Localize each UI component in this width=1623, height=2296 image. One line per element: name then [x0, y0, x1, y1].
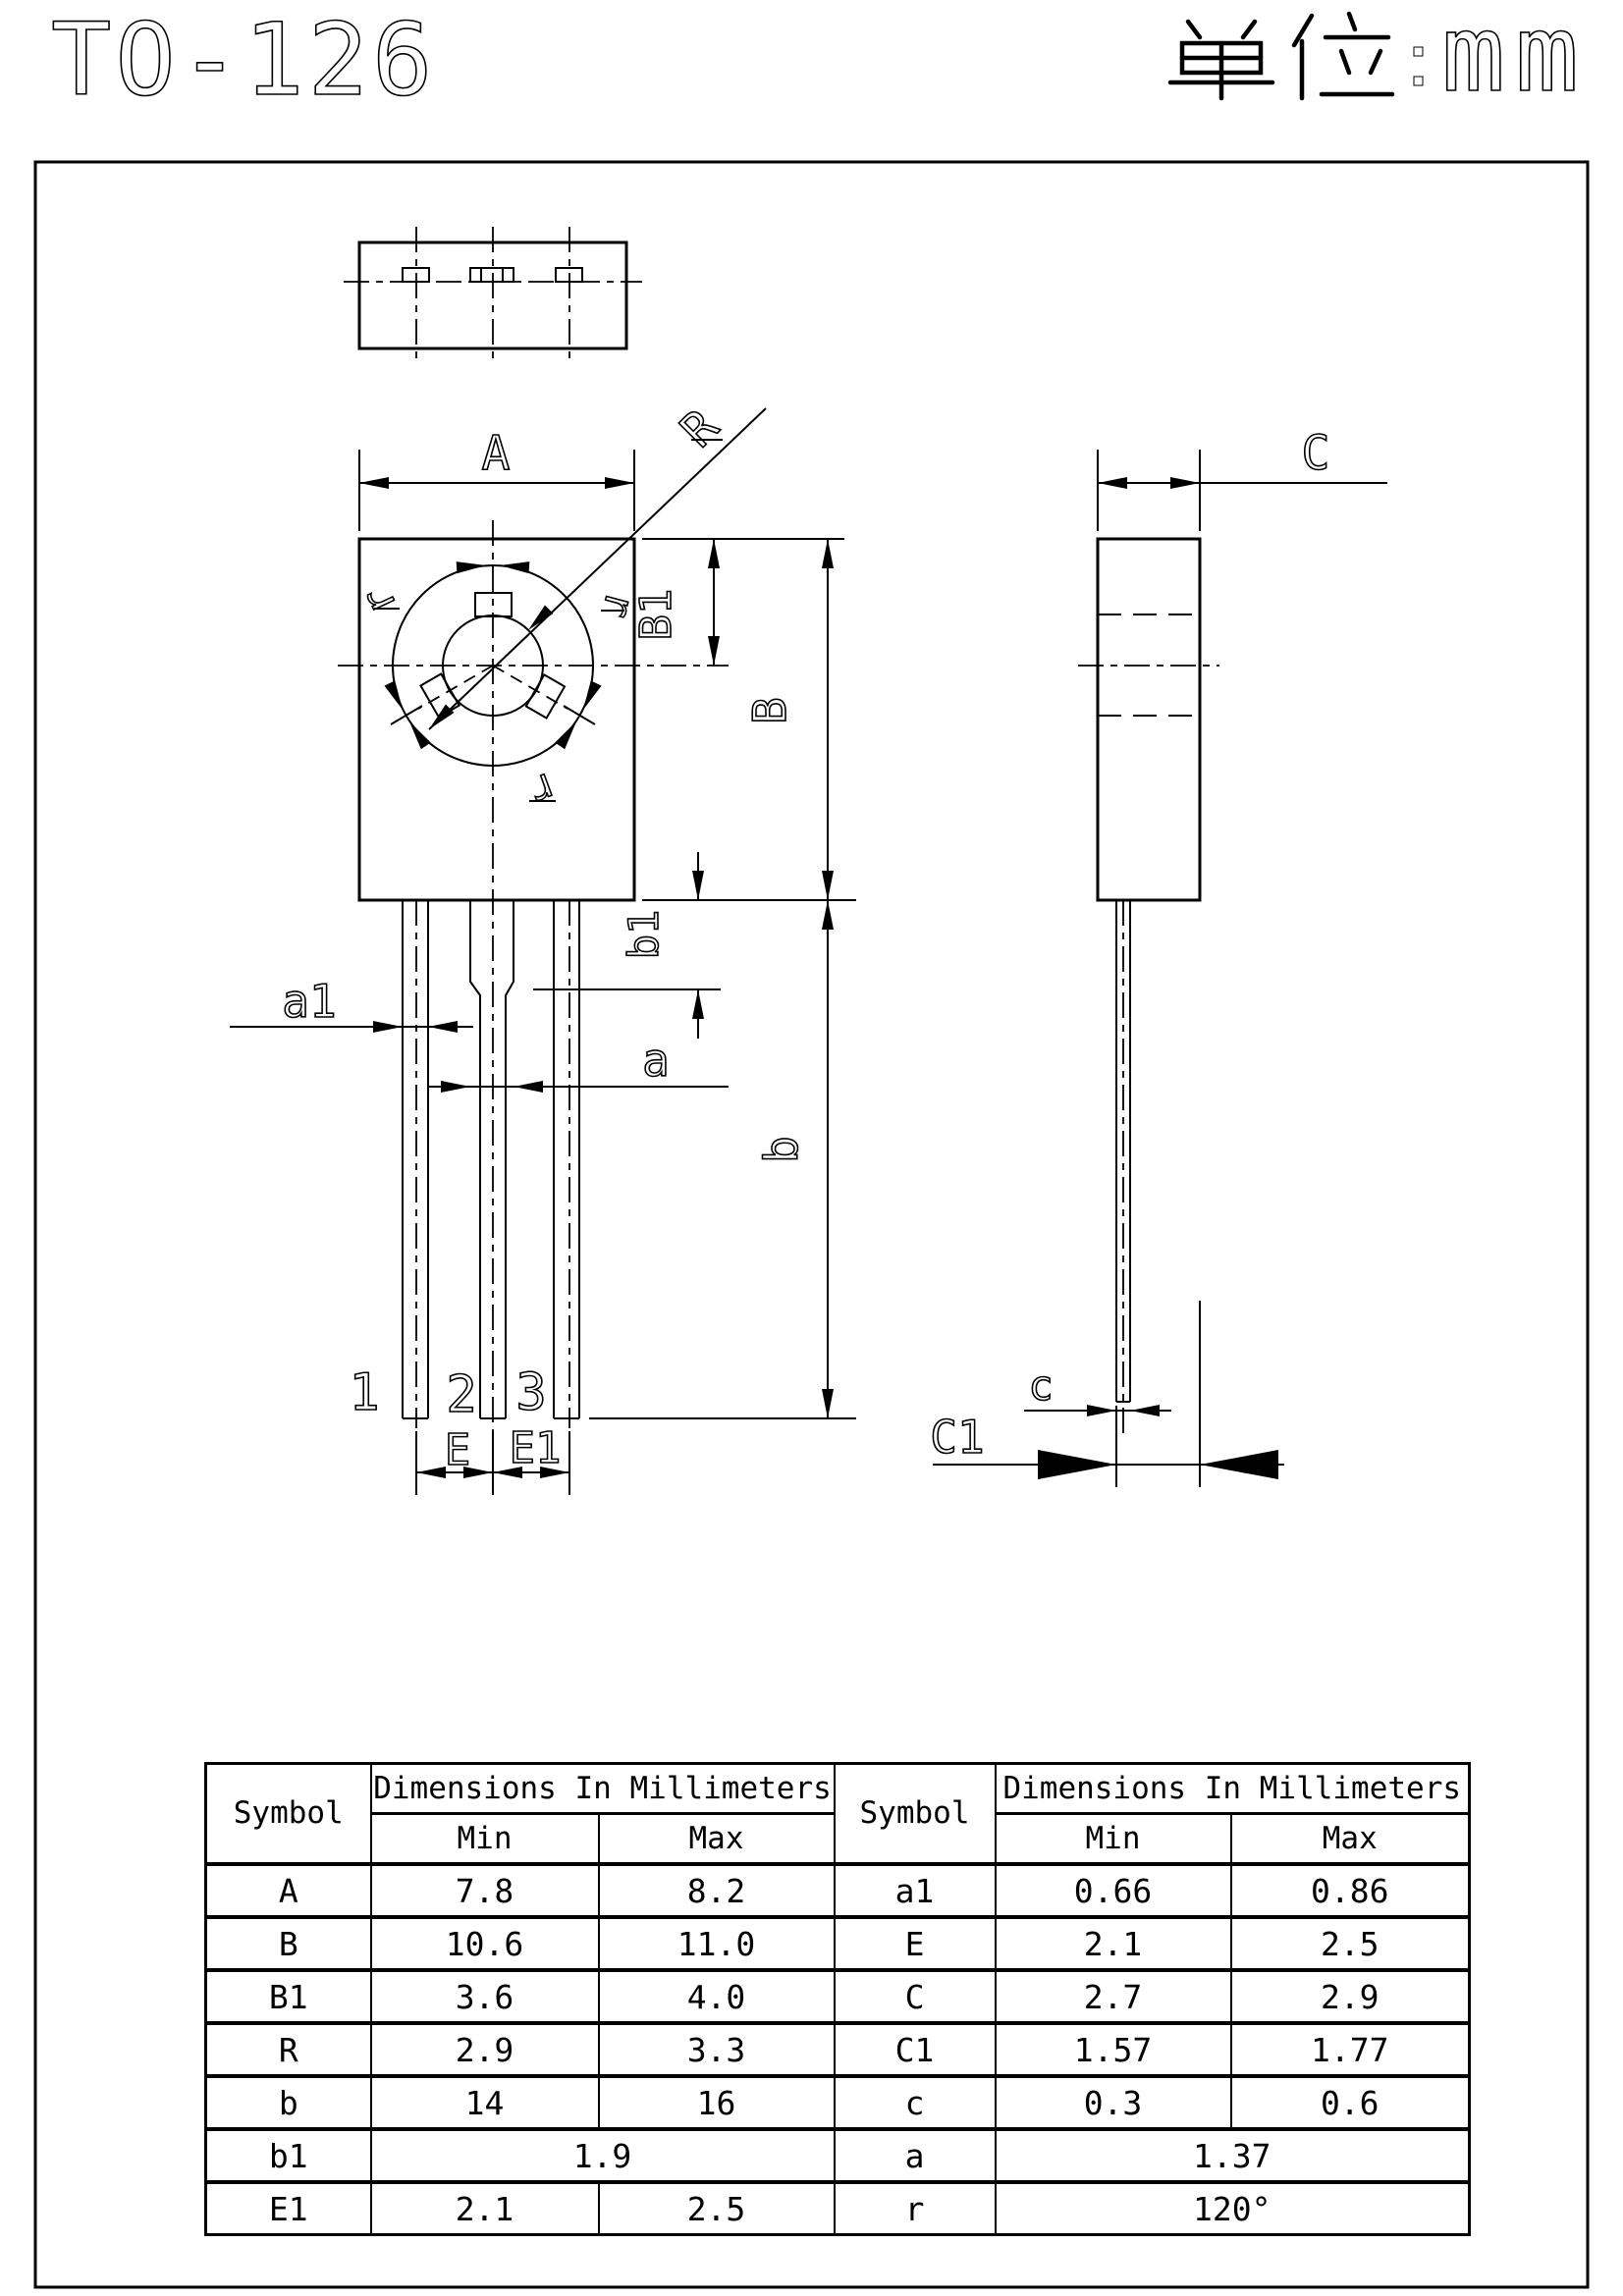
- max-cell: 1.77: [1231, 2023, 1470, 2076]
- pin3-number: 3: [515, 1363, 547, 1422]
- angle-label-r-right: r: [592, 586, 646, 623]
- dim-b1: [533, 852, 721, 1039]
- min-cell: 0.3: [996, 2076, 1231, 2129]
- symbol-cell: b1: [206, 2129, 371, 2182]
- dim-label-B1: B1: [631, 588, 681, 641]
- symbol-cell: B: [206, 1917, 371, 1970]
- top-view: [344, 227, 642, 364]
- dim-label-b: b: [755, 1136, 808, 1163]
- col-header-symbol-right: Symbol: [835, 1764, 996, 1865]
- side-lead: [1116, 900, 1130, 1433]
- dim-label-C: C: [1301, 426, 1330, 481]
- symbol-cell: A: [206, 1864, 371, 1917]
- max-cell: 2.5: [599, 2182, 835, 2235]
- min-cell: 10.6: [371, 1917, 599, 1970]
- dim-A: [359, 426, 634, 531]
- min-cell: 0.66: [996, 1864, 1231, 1917]
- min-cell: 2.1: [371, 2182, 599, 2235]
- symbol-cell: R: [206, 2023, 371, 2076]
- symbol-cell: c: [835, 2076, 996, 2129]
- package-body-side: [1098, 539, 1200, 900]
- dimensions-table: [204, 1762, 1471, 2236]
- table-row: [206, 2023, 1470, 2076]
- table-row: [206, 1864, 1470, 1917]
- dim-label-B: B: [743, 697, 796, 724]
- table-row: [206, 2129, 1470, 2182]
- col-header-min-right: Min: [996, 1814, 1231, 1865]
- max-cell: 4.0: [599, 1970, 835, 2023]
- dim-label-A: A: [481, 426, 511, 481]
- symbol-cell: C1: [835, 2023, 996, 2076]
- symbol-cell: C: [835, 1970, 996, 2023]
- max-cell: 2.9: [1231, 1970, 1470, 2023]
- dim-a1: [230, 975, 473, 1033]
- col-header-max-left: Max: [599, 1814, 835, 1865]
- dim-label-c: c: [1028, 1362, 1054, 1410]
- min-cell: 7.8: [371, 1864, 599, 1917]
- front-leads: [403, 900, 579, 1428]
- max-cell: 16: [599, 2076, 835, 2129]
- max-cell: 2.5: [1231, 1917, 1470, 1970]
- page-title: TO-126: [51, 2, 437, 119]
- col-header-min-left: Min: [371, 1814, 599, 1865]
- max-cell: 0.6: [1231, 2076, 1470, 2129]
- min-cell: 2.1: [996, 1917, 1231, 1970]
- max-cell: 3.3: [599, 2023, 835, 2076]
- unit-cjk-wei-glyph: [1294, 14, 1392, 98]
- dim-C1: [930, 1301, 1284, 1487]
- dim-B1-B-b: [589, 539, 856, 1418]
- dim-c: [1024, 1362, 1171, 1416]
- min-cell: 14: [371, 2076, 599, 2129]
- unit-cjk-dan-glyph: [1170, 22, 1272, 98]
- table-row: [206, 2076, 1470, 2129]
- dim-label-R: R: [670, 399, 730, 458]
- max-cell: 8.2: [599, 1864, 835, 1917]
- symbol-cell: E: [835, 1917, 996, 1970]
- radius-leader-line: [429, 408, 766, 729]
- col-header-dims-right: Dimensions In Millimeters: [996, 1764, 1470, 1814]
- pin2-number: 2: [446, 1365, 477, 1424]
- symbol-cell: E1: [206, 2182, 371, 2235]
- unit-colon: [1414, 47, 1423, 85]
- merged-value-cell: 1.37: [996, 2129, 1470, 2182]
- unit-label: [1170, 0, 1589, 116]
- min-cell: 2.7: [996, 1970, 1231, 2023]
- min-cell: 1.57: [996, 2023, 1231, 2076]
- table-row: [206, 2182, 1470, 2235]
- col-header-max-right: Max: [1231, 1814, 1470, 1865]
- dim-label-b1: b1: [620, 909, 668, 960]
- symbol-cell: r: [835, 2182, 996, 2235]
- max-cell: 0.86: [1231, 1864, 1470, 1917]
- merged-value-cell: 120°: [996, 2182, 1470, 2235]
- angle-label-r-bottom: r: [523, 762, 565, 817]
- dim-label-E1: E1: [509, 1423, 562, 1473]
- hole-tab-lower-right: [526, 674, 565, 718]
- unit-value: mm: [1441, 0, 1590, 116]
- col-header-dims-left: Dimensions In Millimeters: [371, 1764, 835, 1814]
- dim-label-a: a: [642, 1034, 670, 1087]
- symbol-cell: b: [206, 2076, 371, 2129]
- table-row: [206, 1917, 1470, 1970]
- angle-label-r-left: r: [352, 579, 406, 623]
- dim-label-C1: C1: [930, 1411, 985, 1464]
- min-cell: 3.6: [371, 1970, 599, 2023]
- dim-label-E: E: [444, 1425, 471, 1475]
- dim-E-E1: [416, 1423, 569, 1495]
- symbol-cell: a: [835, 2129, 996, 2182]
- lead2-tab: [470, 268, 514, 282]
- merged-value-cell: 1.9: [371, 2129, 835, 2182]
- min-cell: 2.9: [371, 2023, 599, 2076]
- symbol-cell: B1: [206, 1970, 371, 2023]
- pin1-number: 1: [349, 1363, 380, 1422]
- dim-label-a1: a1: [282, 975, 337, 1028]
- max-cell: 11.0: [599, 1917, 835, 1970]
- dim-C: [1098, 426, 1387, 531]
- hole-tab-lower-left: [420, 674, 459, 718]
- front-view: [230, 400, 856, 1495]
- table-row: [206, 1970, 1470, 2023]
- col-header-symbol-left: Symbol: [206, 1764, 371, 1865]
- symbol-cell: a1: [835, 1864, 996, 1917]
- side-view: [930, 426, 1387, 1487]
